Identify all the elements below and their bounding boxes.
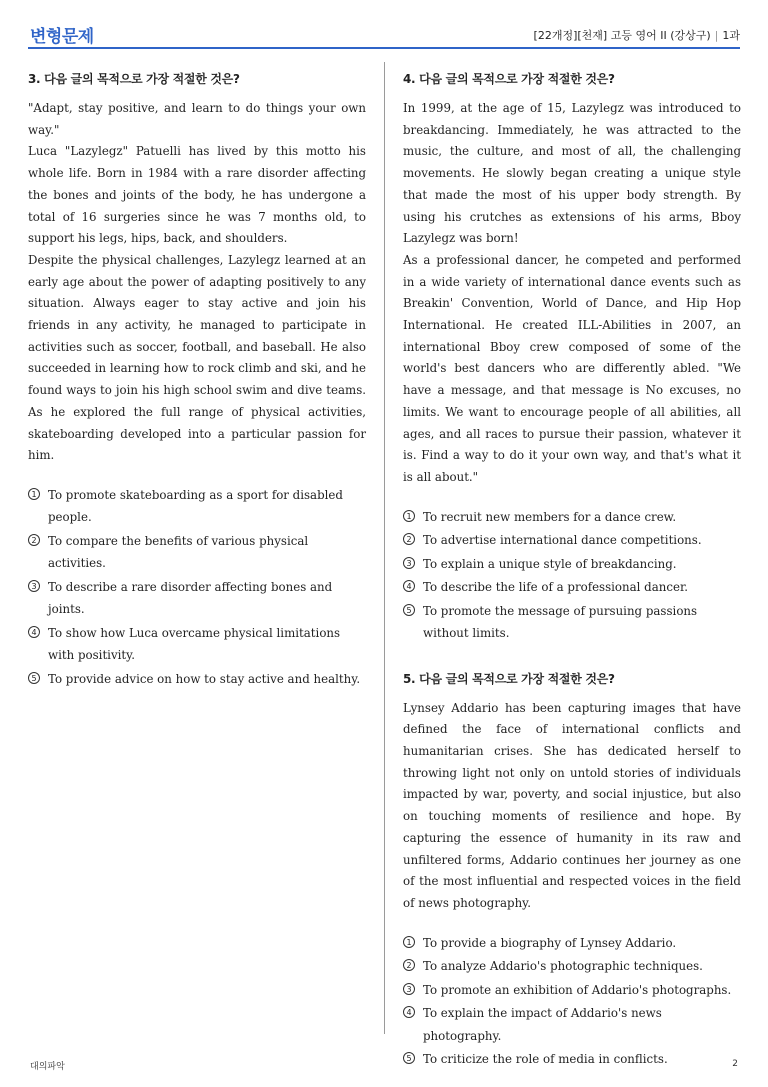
option-text: To promote skateboarding as a sport for disabled people. [48,487,343,525]
question-4 [403,70,741,645]
question-4-passage [403,98,741,489]
answer-option[interactable] [403,979,741,1002]
question-4-title: 4. 다음 글의 목적으로 가장 적절한 것은? [403,72,615,86]
option-text: To promote an exhibition of Addario's photographs. [423,982,732,997]
option-number-icon: 3 [28,580,40,592]
option-text: To explain a unique style of breakdancing. [423,556,677,571]
lesson-label: 1과 [722,29,740,42]
option-text: To show how Luca overcame physical limitations with positivity. [48,625,341,663]
question-5-title: 5. 다음 글의 목적으로 가장 적절한 것은? [403,671,615,686]
passage-paragraph: In 1999, at the age of 15, Lazylegz was introduced to breakdancing. Immediately, he was attracted to the music, the culture, and most of all, the challenging movements. He slowly began creating a unique style that made the most of his upper body strength. By using his crutches as extensions of his arms, Bboy Lazylegz was born! [403,101,741,246]
header-separator: | [714,29,719,42]
option-text: To analyze Addario's photographic techniques. [423,959,703,974]
passage-paragraph: As a professional dancer, he competed and performed in a wide variety of international dance events such as Breakin' Convention, World of Dance, and Hip Hop International. He created ILL-Abilities in 2007, an international Bboy crew composed of some of the world's best dancers who are differently abled. "We have a message, and that message is No excuses, no limits. We want to encourage people of all abilities, all ages, and all races to pursue their passion, whatever it is. Find a way to do it your own way, and that's what it is all about." [403,252,741,484]
passage-paragraph: Lynsey Addario has been capturing images that have defined the face of international conflicts and humanitarian crises. She has dedicated herself to throwing light not only on untold stories of individuals impacted by war, poverty, and social injustice, but also on touching moments of resilience and hope. By capturing the essence of humanity in its raw and unfiltered forms, Addario continues her journey as one of the most influential and respected voices in the field of news photography. [403,700,741,910]
question-5-options [403,932,741,1071]
option-number-icon: 5 [28,672,40,684]
question-4-options [403,506,741,645]
passage-paragraph: "Adapt, stay positive, and learn to do things your own way." [28,101,366,137]
option-number-icon: 5 [403,604,415,616]
option-number-icon: 5 [403,1052,415,1064]
option-number-icon: 1 [28,488,40,500]
question-5 [403,670,741,1071]
option-number-icon: 3 [403,983,415,995]
column-divider [384,62,385,1034]
header-rule [28,47,740,49]
option-text: To criticize the role of media in conflicts. [423,1052,668,1067]
option-number-icon: 4 [28,626,40,638]
question-3-title: 3. 다음 글의 목적으로 가장 적절한 것은? [28,72,240,86]
question-3-passage [28,98,366,467]
option-number-icon: 4 [403,1006,415,1018]
passage-paragraph: Luca "Lazylegz" Patuelli has lived by this motto his whole life. Born in 1984 with a rare disorder affecting the bones and joints of the body, he has undergone a total of 16 surgeries since he was 7 months old, to support his legs, hips, back, and shoulders. [28,144,366,246]
option-text: To provide advice on how to stay active and healthy. [48,671,361,686]
page-header [28,18,740,48]
left-column [28,70,366,691]
answer-option[interactable] [403,576,741,599]
answer-option[interactable] [403,955,741,978]
answer-option[interactable] [28,576,366,621]
option-number-icon: 3 [403,557,415,569]
option-number-icon: 1 [403,936,415,948]
option-text: To explain the impact of Addario's news photography. [423,1006,662,1043]
answer-option[interactable] [403,600,741,645]
answer-option[interactable] [28,668,366,691]
answer-option[interactable] [403,1048,741,1071]
option-text: To compare the benefits of various physical activities. [48,533,309,571]
option-text: To describe the life of a professional dancer. [423,580,689,595]
option-text: To promote the message of pursuing passions without limits. [423,603,698,641]
page-number: 2 [732,1059,738,1069]
option-number-icon: 1 [403,510,415,522]
question-3-options [28,484,366,691]
option-number-icon: 2 [28,534,40,546]
option-text: To describe a rare disorder affecting bones and joints. [48,579,333,617]
answer-option[interactable] [28,622,366,667]
footer-category: 대의파악 [30,1062,65,1072]
option-text: To recruit new members for a dance crew. [423,509,677,524]
answer-option[interactable] [28,530,366,575]
answer-option[interactable] [403,553,741,576]
question-3 [28,70,366,690]
option-number-icon: 2 [403,959,415,971]
right-column [403,70,741,1072]
passage-paragraph: Despite the physical challenges, Lazylegz learned at an early age about the power of adapting positively to any situation. Always eager to stay active and join his friends in any activity, he managed to participate in activities such as soccer, football, and baseball. He also succeeded in learning how to rock climb and ski, and he found ways to join his high school swim and dive teams. As he explored the full range of physical activities, skateboarding developed into a particular passion for him. [28,252,366,463]
brand-title: 변형문제 [30,27,94,47]
option-text: To provide a biography of Lynsey Addario. [423,935,677,950]
course-title: [22개정][천재] 고등 영어 II (강상구) [533,29,711,42]
option-number-icon: 4 [403,580,415,592]
answer-option[interactable] [403,529,741,552]
answer-option[interactable] [28,484,366,529]
option-number-icon: 2 [403,533,415,545]
course-info [534,27,740,43]
answer-option[interactable] [403,932,741,955]
answer-option[interactable] [403,1002,741,1047]
question-5-passage [403,698,741,915]
answer-option[interactable] [403,506,741,529]
option-text: To advertise international dance competitions. [423,533,702,548]
